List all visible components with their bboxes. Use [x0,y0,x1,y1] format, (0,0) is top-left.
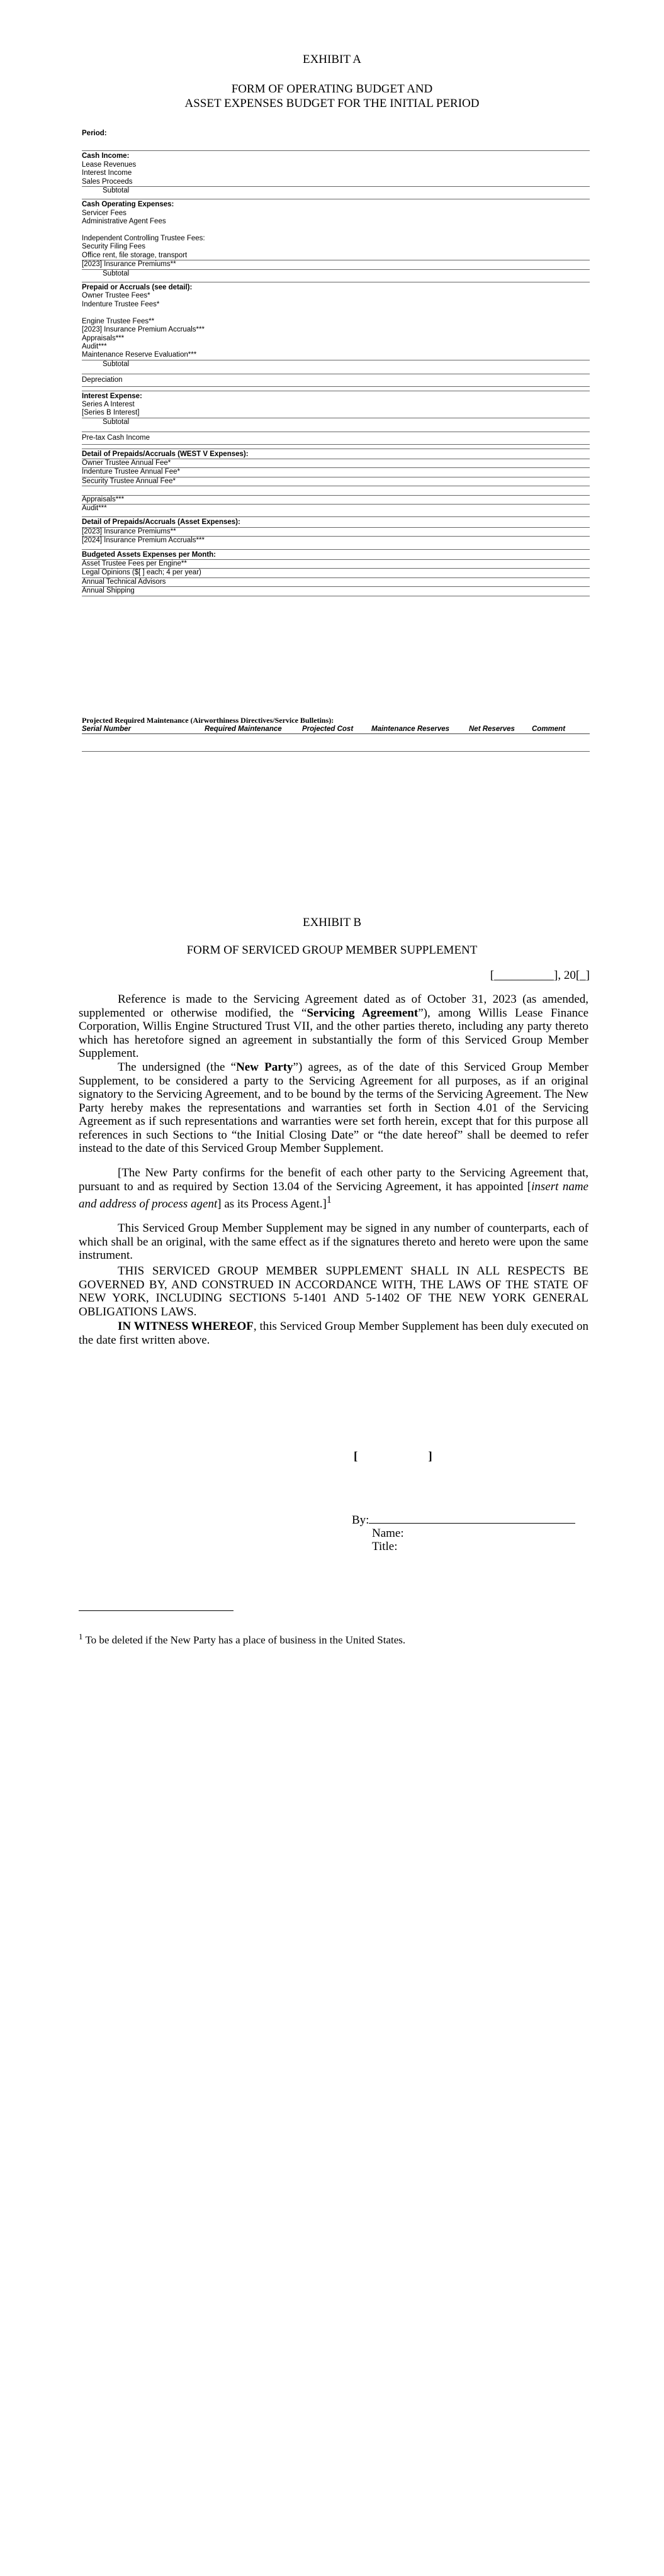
line-item: [2024] Insurance Premium Accruals*** [82,536,590,545]
exhibit-b-heading: FORM OF SERVICED GROUP MEMBER SUPPLEMENT [186,944,478,957]
column-header: Serial Number [82,725,131,733]
line-item: Owner Trustee Fees* [82,292,150,300]
party-name-placeholder [354,1450,432,1464]
line-item: [2023] Insurance Premiums** [82,260,590,269]
line-item: Security Trustee Annual Fee* [82,477,590,486]
para-text: ”) agrees, as of the date of this Serviced Group Member Supplement, to be considered a party to the Servicing Agreement for all purposes, as if an original signatory to the Servicing Agreement, and to be bound by the terms of the Servicing Agreement. The New Party hereby makes the representations and warranties set forth in Section 4.01 of the Servicing Agreement as if such representations and warranties were set forth herein, except that for this purpose all references in such Sections to “the Initial Closing Date” or “the date hereof” shall be deemed to refer instead to the date of this Serviced Group Member Supplement. [79,1061,588,1155]
footnote [79,1632,405,1647]
signature-block [352,1513,575,1553]
line-item: Lease Revenues [82,160,137,169]
line-item: [2023] Insurance Premiums** [82,527,590,536]
line-item: Annual Technical Advisors [82,577,590,586]
line-item: Independent Controlling Trustee Fees: [82,235,205,243]
by-label: By: [352,1514,369,1527]
line-item: [Series B Interest] [82,409,140,417]
line-item: Indenture Trustee Fees* [82,300,160,308]
footnote-reference: 1 [326,1195,332,1205]
line-item: Administrative Agent Fees [82,218,166,226]
para-text: The undersigned (the “ [118,1061,237,1074]
line-item: Legal Opinions ($[ ] each; 4 per year) [82,568,590,577]
subtotal-row: Subtotal [82,269,590,278]
paragraph-counterparts [79,1222,588,1263]
para-text: THIS SERVICED GROUP MEMBER SUPPLEMENT SHALL IN ALL RESPECTS BE GOVERNED BY, AND CONSTRUED IN ACCORDANCE WITH, THE LAWS OF THE STATE OF NEW YORK, INCLUDING SECTIONS 5-1401 AND 5-1402 OF THE NEW YORK GENERAL OBLIGATIONS LAWS. [79,1264,588,1319]
column-header: Comment [532,725,566,733]
prepaid-accruals-section [82,282,590,369]
section-header: Prepaid or Accruals (see detail): [82,284,193,292]
line-item: Office rent, file storage, transport [82,251,188,259]
witness-phrase: IN WITNESS WHEREOF [118,1320,254,1333]
budgeted-assets-section [82,549,590,596]
maintenance-header-row [82,725,590,734]
exhibit-a-heading-line-2: ASSET EXPENSES BUDGET FOR THE INITIAL PERIOD [184,97,480,110]
footnote-text: To be deleted if the New Party has a place of business in the United States. [82,1634,406,1646]
interest-expense-section [82,391,590,427]
depreciation-row: Depreciation [82,374,590,386]
section-header: Cash Income: [82,152,130,160]
defined-term: Servicing Agreement [307,1006,419,1020]
exhibit-b-title: EXHIBIT B [302,916,362,929]
paragraph-witness [79,1320,588,1347]
cash-operating-expenses-section [82,199,590,278]
column-header: Required Maintenance [205,725,282,733]
line-item: Indenture Trustee Annual Fee* [82,467,590,476]
para-text: [The New Party confirms for the benefit of each other party to the Servicing Agreement that, pursuant to and as required by Section 13.04 of the Servicing Agreement, it has appointed [ [79,1166,588,1193]
column-header: Maintenance Reserves [371,725,450,733]
line-item: [2023] Insurance Premium Accruals*** [82,326,205,334]
para-text: Reference is made to the Servicing Agreement dated as of October 31, 2023 (as amended, supplemented or otherwise modified, the “ [79,993,588,1020]
line-item: Sales Proceeds [82,177,133,186]
subtotal-row: Subtotal [82,360,590,369]
paragraph-governing-law [79,1264,588,1319]
line-item: Annual Shipping [82,586,590,595]
line-item: Audit*** [82,342,107,350]
para-text: ] as its Process Agent.] [217,1197,327,1211]
line-item: Owner Trustee Annual Fee* [82,459,590,467]
line-item: Series A Interest [82,400,135,408]
exhibit-a-title: EXHIBIT A [302,53,362,66]
placeholder-text: insert name and address of process agent [79,1179,588,1211]
subtotal-row: Subtotal [82,418,590,427]
section-header: Detail of Prepaids/Accruals (Asset Expenses): [82,518,240,527]
paragraph-reference [79,993,588,1061]
line-item: Appraisals*** [82,495,590,504]
paragraph-process-agent [79,1166,588,1211]
para-text: This Serviced Group Member Supplement may be signed in any number of counterparts, each of which shall be an original, with the same effect as if the signatures thereto and hereto were upon the same instrument. [79,1222,588,1262]
operating-budget-table [82,130,590,596]
signature-line [369,1513,575,1524]
line-item: Servicer Fees [82,209,127,217]
line-item: Interest Income [82,169,132,177]
name-label: Name: [372,1527,404,1540]
footnote-separator [79,1610,234,1611]
subtotal-row: Subtotal [82,186,590,195]
defined-term: New Party [236,1061,293,1074]
footnote-marker: 1 [79,1632,83,1641]
detail-asset-section [82,516,590,545]
exhibit-a-heading [0,82,664,111]
bracket-close: ] [428,1450,432,1463]
line-item: Maintenance Reserve Evaluation*** [82,351,197,359]
section-header: Detail of Prepaids/Accruals (WEST V Expenses): [82,450,249,458]
exhibit-a-heading-line-1: FORM OF OPERATING BUDGET AND [231,82,433,96]
paragraph-new-party [79,1061,588,1156]
line-item: Security Filing Fees [82,243,145,251]
title-label: Title: [372,1540,398,1553]
maintenance-table [82,716,590,752]
section-header: Budgeted Assets Expenses per Month: [82,550,217,559]
line-item: Appraisals*** [82,334,125,342]
maintenance-blank-row [82,734,590,752]
column-header: Net Reserves [469,725,515,733]
cash-income-section [82,150,590,195]
detail-west-section [82,449,590,513]
line-item: Audit*** [82,504,590,513]
section-header: Cash Operating Expenses: [82,201,174,209]
pretax-cash-income-row: Pre-tax Cash Income [82,432,590,444]
para-text: , this Serviced Group Member Supplement has been duly executed on the date first written above. [79,1320,588,1347]
period-label: Period: [82,130,107,137]
line-item: Engine Trustee Fees** [82,317,155,325]
maintenance-title: Projected Required Maintenance (Airworthiness Directives/Service Bulletins): [82,716,334,725]
date-line: [__________], 20[_] [490,969,590,982]
column-header: Projected Cost [302,725,354,733]
bracket-open: [ [354,1450,358,1463]
section-header: Interest Expense: [82,392,142,400]
line-item: Asset Trustee Fees per Engine** [82,559,590,568]
para-text: ”), among Willis Lease Finance Corporation, Willis Engine Structured Trust VII, and the other parties thereto, including any party thereto which has heretofore signed an agreement in substantially the form of this Serviced Group Member Supplement. [79,1006,589,1060]
